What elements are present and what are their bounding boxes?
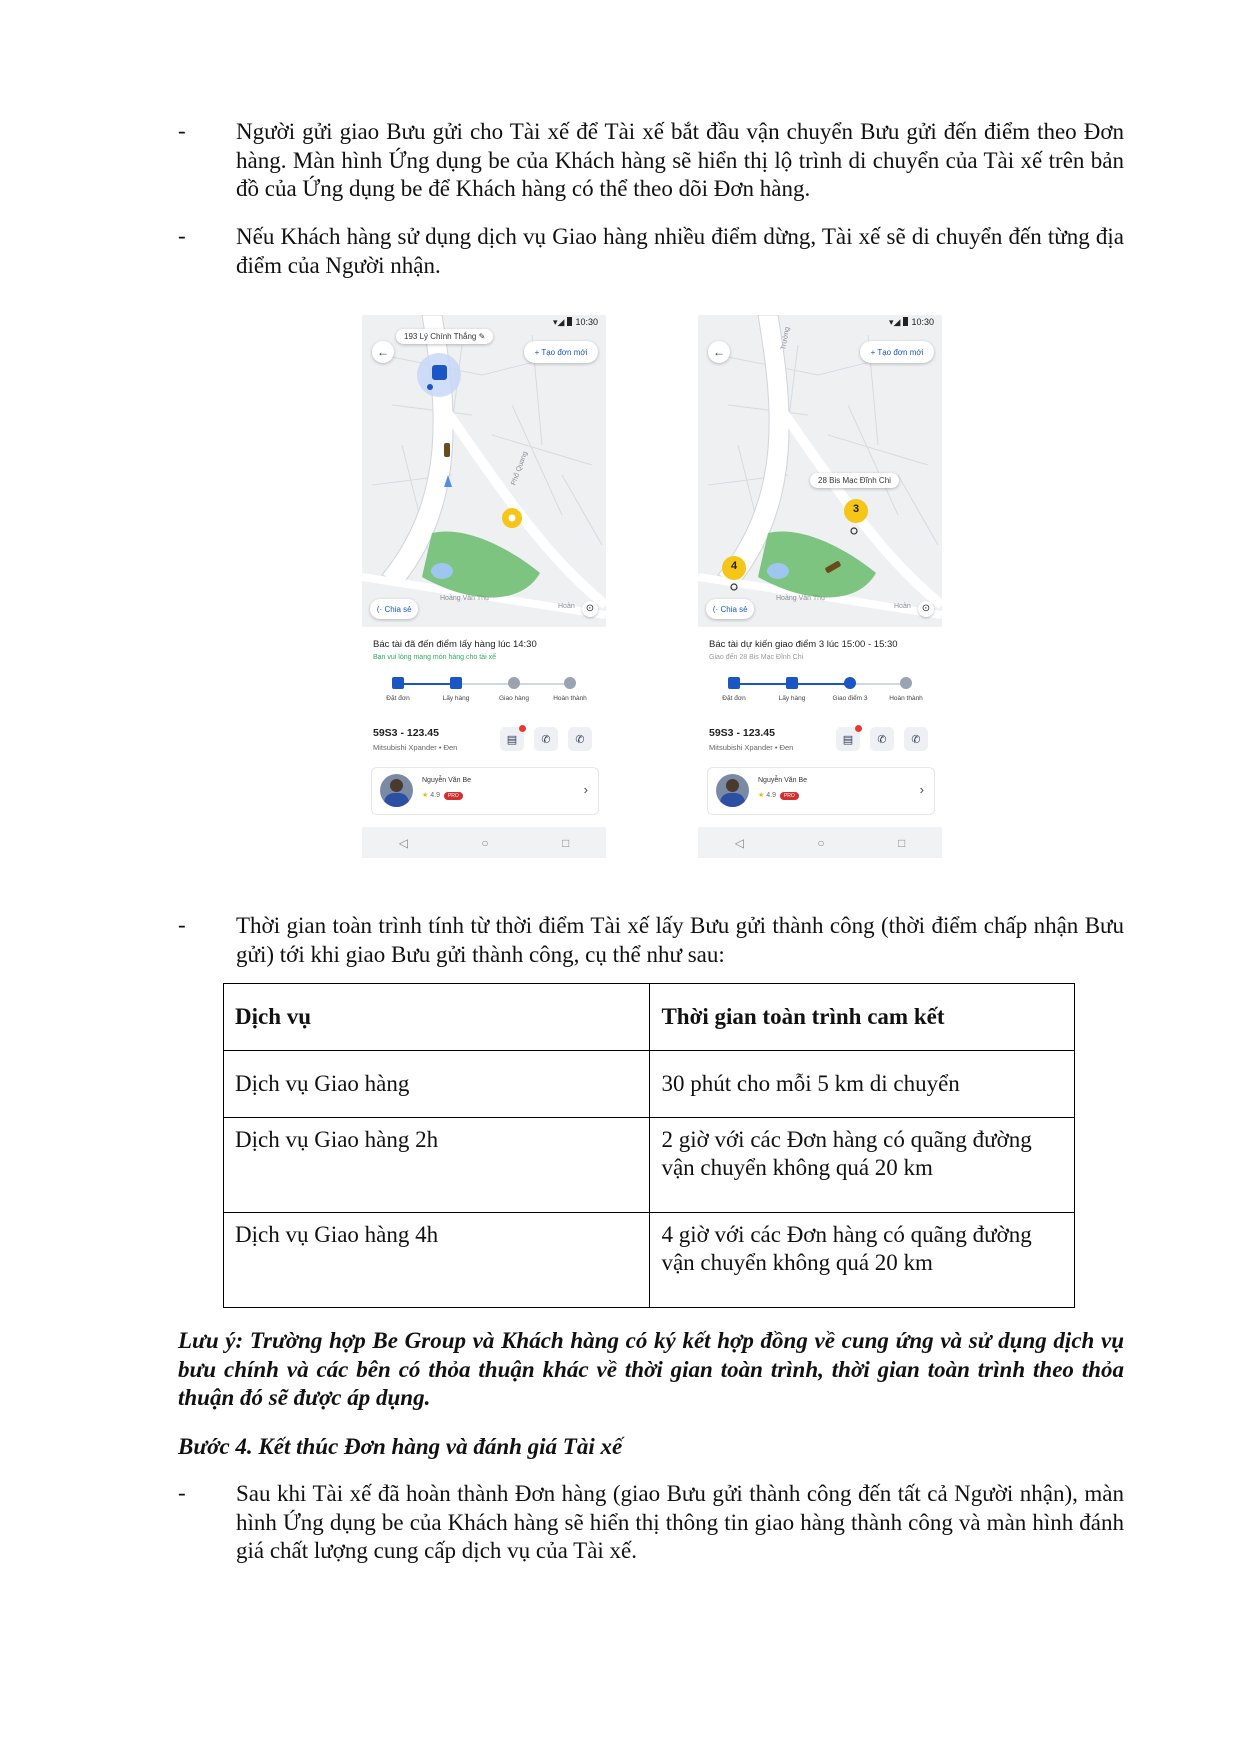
chat-icon: ▤ [842, 733, 854, 746]
table-cell: Dịch vụ Giao hàng [224, 1051, 650, 1118]
table-cell: 4 giờ với các Đơn hàng có quãng đường vận chuyển không quá 20 km [650, 1213, 1075, 1308]
bullet-dash: - [178, 912, 186, 937]
arrow-left-icon: ← [713, 345, 725, 359]
avatar [716, 774, 749, 807]
table-row [224, 1213, 1075, 1308]
table-header-cell: Dịch vụ [224, 984, 650, 1051]
wifi-call-button[interactable] [870, 727, 894, 751]
new-order-button[interactable]: + Tạo đơn mới [860, 341, 934, 363]
share-icon: ⟨· [712, 604, 719, 614]
nav-recents-icon[interactable]: □ [898, 835, 906, 850]
vehicle-model: Mitsubishi Xpander • Đen [373, 743, 458, 752]
call-button[interactable] [568, 727, 592, 751]
pro-badge: PRO [444, 792, 463, 800]
phone-icon: ✆ [575, 733, 585, 746]
progress-steps [706, 677, 934, 717]
nav-recents-icon[interactable]: □ [562, 835, 570, 850]
stop-marker-3[interactable]: 3 [852, 503, 860, 515]
wifi-call-icon: ✆ [541, 733, 551, 746]
nav-back-icon[interactable]: ◁ [398, 835, 408, 850]
driver-card[interactable] [371, 767, 599, 815]
bullet-dash: - [178, 1480, 186, 1505]
star-icon: ★ [422, 792, 429, 799]
share-button[interactable]: ⟨· Chia sẻ [706, 599, 754, 619]
person-icon [844, 677, 856, 689]
driver-rating: ★ 4.9 PRO [422, 791, 463, 800]
step-order: Đặt đơn [370, 677, 426, 702]
pro-badge: PRO [780, 792, 799, 800]
status-title: Bác tài dự kiến giao điểm 3 lúc 15:00 - 15:30 [709, 639, 898, 650]
table-header-row [224, 984, 1075, 1051]
paragraph-text: Người gửi giao Bưu gửi cho Tài xế để Tài xế bắt đầu vận chuyển Bưu gửi đến điểm theo Đơn hàng. Màn hình Ứng dụng be của Khách hàng sẽ hiển thị lộ trình di chuyển của Tài xế trên bản đồ của Ứng dụng be để Khách hàng có thể theo dõi Đơn hàng. [236, 119, 1124, 201]
app-screenshot-pickup [362, 315, 606, 858]
status-bar: ▾◢ 10:30 [553, 317, 598, 327]
check-icon [900, 677, 912, 689]
share-button[interactable]: ⟨· Chia sẻ [370, 599, 418, 619]
android-nav-bar [698, 827, 942, 858]
map-view[interactable] [362, 315, 606, 627]
share-icon: ⟨· [376, 604, 383, 614]
box-icon [786, 677, 798, 689]
table-cell: Dịch vụ Giao hàng 4h [224, 1213, 650, 1308]
check-icon [564, 677, 576, 689]
street-label: Hoàng Văn Thụ [776, 595, 825, 602]
step-delivery: Giao điểm 3 [822, 677, 878, 702]
clipboard-icon [392, 677, 404, 689]
map-view[interactable] [698, 315, 942, 627]
phone-icon: ✆ [911, 733, 921, 746]
bottom-sheet [362, 627, 606, 858]
status-subtitle: Bạn vui lòng mang món hàng cho tài xế [373, 654, 496, 661]
avatar [380, 774, 413, 807]
address-chip[interactable]: 28 Bis Mạc Đĩnh Chi [810, 473, 899, 488]
clipboard-icon [728, 677, 740, 689]
vehicle-plate: 59S3 - 123.45 [709, 727, 775, 739]
app-screenshot-delivery [698, 315, 942, 858]
step-order: Đặt đơn [706, 677, 762, 702]
vehicle-model: Mitsubishi Xpander • Đen [709, 743, 794, 752]
star-icon: ★ [758, 792, 765, 799]
chat-icon: ▤ [506, 733, 518, 746]
bullet-dash: - [178, 118, 186, 143]
table-cell: 30 phút cho mỗi 5 km di chuyển [650, 1051, 1075, 1118]
paragraph-text: Thời gian toàn trình tính từ thời điểm Tài xế lấy Bưu gửi thành công (thời điểm chấp nhận Bưu gửi) tới khi giao Bưu gửi thành công, cụ thể như sau: [236, 913, 1124, 967]
table-cell: 2 giờ với các Đơn hàng có quãng đường vận chuyển không quá 20 km [650, 1118, 1075, 1213]
driver-rating: ★ 4.9 PRO [758, 791, 799, 800]
arrow-left-icon: ← [377, 345, 389, 359]
chevron-right-icon: › [919, 782, 924, 797]
driver-name: Nguyễn Văn Be [422, 777, 472, 784]
chevron-right-icon: › [583, 782, 588, 797]
vehicle-plate: 59S3 - 123.45 [373, 727, 439, 739]
step-pickup: Lấy hàng [764, 677, 820, 702]
locate-icon[interactable]: ⊙ [918, 601, 934, 617]
box-icon [450, 677, 462, 689]
chat-button[interactable] [500, 727, 524, 751]
street-label: Hoàn [894, 603, 911, 610]
chat-button[interactable] [836, 727, 860, 751]
back-button[interactable] [372, 341, 394, 363]
table-header-cell: Thời gian toàn trình cam kết [650, 984, 1075, 1051]
bottom-sheet [698, 627, 942, 858]
service-time-table [223, 983, 1075, 1308]
nav-back-icon[interactable]: ◁ [734, 835, 744, 850]
person-icon [508, 677, 520, 689]
nav-home-icon[interactable]: ○ [817, 835, 825, 850]
step-pickup: Lấy hàng [428, 677, 484, 702]
paragraph-text: Nếu Khách hàng sử dụng dịch vụ Giao hàng nhiều điểm dừng, Tài xế sẽ di chuyển đến từng địa điểm của Người nhận. [236, 224, 1124, 278]
driver-card[interactable] [707, 767, 935, 815]
status-subtitle: Giao đến 28 Bis Mạc Đĩnh Chi [709, 654, 804, 661]
locate-icon[interactable]: ⊙ [582, 601, 598, 617]
back-button[interactable] [708, 341, 730, 363]
android-nav-bar [362, 827, 606, 858]
driver-name: Nguyễn Văn Be [758, 777, 808, 784]
street-label: Hoàng Văn Thụ [440, 595, 489, 602]
table-row [224, 1051, 1075, 1118]
call-button[interactable] [904, 727, 928, 751]
nav-home-icon[interactable]: ○ [481, 835, 489, 850]
step-complete: Hoàn thành [542, 677, 598, 702]
step-complete: Hoàn thành [878, 677, 934, 702]
new-order-button[interactable]: + Tạo đơn mới [524, 341, 598, 363]
step-4-heading: Bước 4. Kết thúc Đơn hàng và đánh giá Tài xế [178, 1434, 623, 1459]
status-title: Bác tài đã đến điểm lấy hàng lúc 14:30 [373, 639, 537, 650]
paragraph-text: Sau khi Tài xế đã hoàn thành Đơn hàng (giao Bưu gửi thành công đến tất cả Người nhận), màn hình Ứng dụng be của Khách hàng sẽ hiển thị thông tin giao hàng thành công và màn hình đánh giá chất lượng cung cấp dịch vụ của Tài xế. [236, 1481, 1124, 1563]
street-label: Trường [780, 326, 792, 351]
address-chip[interactable]: 193 Lý Chính Thắng ✎ [396, 329, 493, 344]
progress-steps [370, 677, 598, 717]
wifi-call-icon: ✆ [877, 733, 887, 746]
table-row [224, 1118, 1075, 1213]
wifi-call-button[interactable] [534, 727, 558, 751]
bullet-dash: - [178, 223, 186, 248]
street-label: Hoàn [558, 603, 575, 610]
note-paragraph: Lưu ý: Trường hợp Be Group và Khách hàng có ký kết hợp đồng về cung ứng và sử dụng dịch vụ bưu chính và các bên có thỏa thuận khác về thời gian toàn trình, thời gian toàn trình theo thỏa thuận đó sẽ được áp dụng. [178, 1328, 1124, 1410]
status-bar: ▾◢ 10:30 [889, 317, 934, 327]
table-cell: Dịch vụ Giao hàng 2h [224, 1118, 650, 1213]
step-delivery: Giao hàng [486, 677, 542, 702]
street-label: Phổ Quang [510, 450, 530, 487]
stop-marker-4[interactable]: 4 [730, 560, 738, 572]
